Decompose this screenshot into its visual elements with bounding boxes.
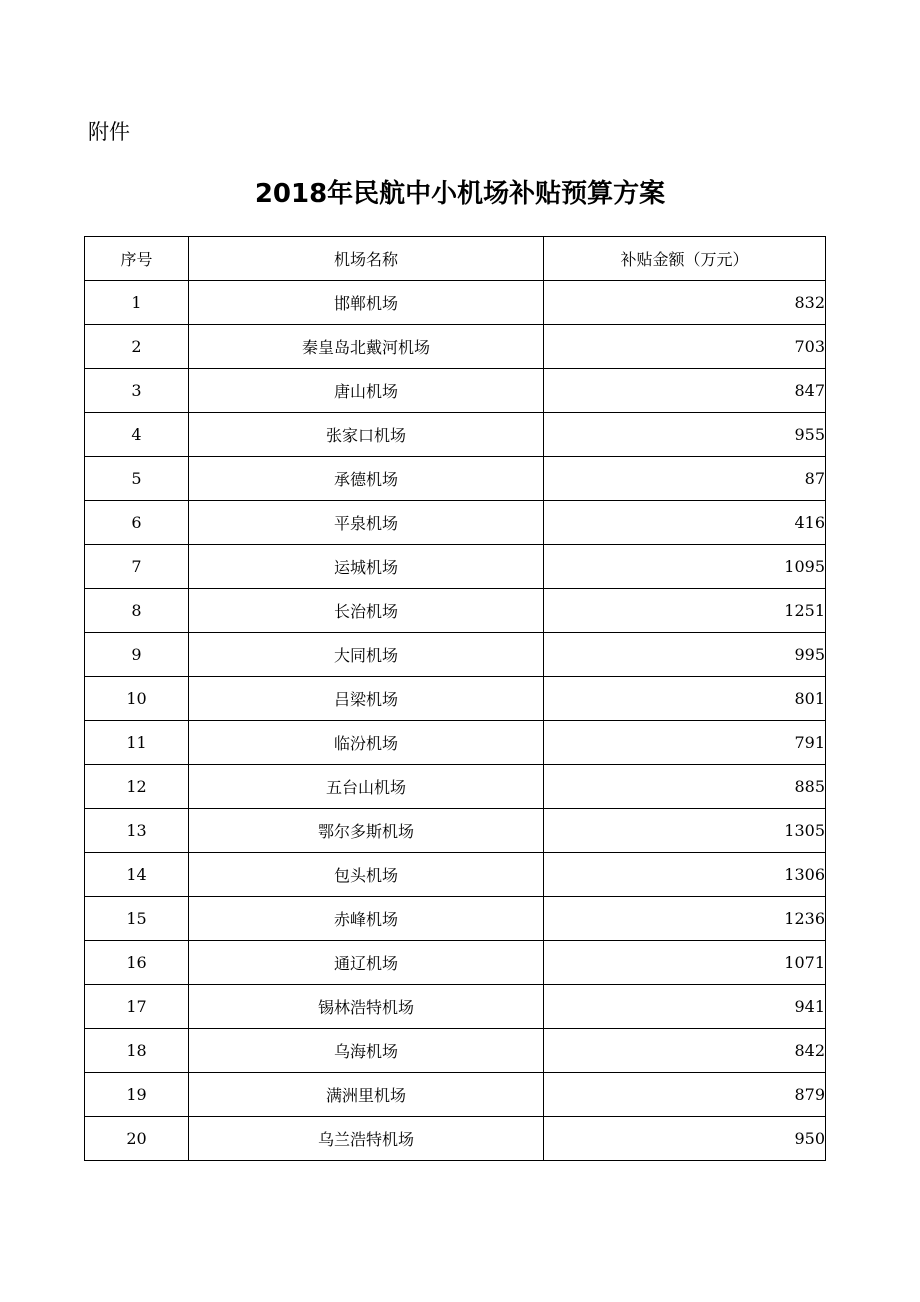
- row-index-cell: 6: [85, 501, 189, 545]
- airport-name-cell: 长治机场: [189, 589, 544, 633]
- subsidy-amount-cell: 1236: [544, 897, 826, 941]
- airport-name-cell: 通辽机场: [189, 941, 544, 985]
- airport-name-cell: 乌兰浩特机场: [189, 1117, 544, 1161]
- subsidy-amount-cell: 703: [544, 325, 826, 369]
- row-index-cell: 5: [85, 457, 189, 501]
- table-header-row: [85, 237, 826, 281]
- table-row: [85, 325, 826, 369]
- subsidy-amount-cell: 995: [544, 633, 826, 677]
- airport-name-cell: 秦皇岛北戴河机场: [189, 325, 544, 369]
- airport-name-cell: 包头机场: [189, 853, 544, 897]
- airport-name-cell: 乌海机场: [189, 1029, 544, 1073]
- table-row: [85, 809, 826, 853]
- airport-name-cell: 张家口机场: [189, 413, 544, 457]
- row-index-cell: 17: [85, 985, 189, 1029]
- airport-name-cell: 满洲里机场: [189, 1073, 544, 1117]
- table-row: [85, 765, 826, 809]
- row-index-cell: 3: [85, 369, 189, 413]
- attachment-label: 附件: [88, 120, 130, 144]
- table-row: [85, 985, 826, 1029]
- subsidy-amount-cell: 950: [544, 1117, 826, 1161]
- subsidy-amount-cell: 791: [544, 721, 826, 765]
- subsidy-amount-cell: 1251: [544, 589, 826, 633]
- table-body: [85, 281, 826, 1161]
- airport-name-cell: 邯郸机场: [189, 281, 544, 325]
- airport-name-cell: 临汾机场: [189, 721, 544, 765]
- table-row: [85, 1029, 826, 1073]
- subsidy-amount-cell: 1095: [544, 545, 826, 589]
- airport-name-cell: 锡林浩特机场: [189, 985, 544, 1029]
- row-index-cell: 11: [85, 721, 189, 765]
- airport-name-cell: 唐山机场: [189, 369, 544, 413]
- airport-name-cell: 承德机场: [189, 457, 544, 501]
- subsidy-amount-cell: 1071: [544, 941, 826, 985]
- row-index-cell: 4: [85, 413, 189, 457]
- table-header: [85, 237, 826, 281]
- subsidy-amount-cell: 842: [544, 1029, 826, 1073]
- table-row: [85, 413, 826, 457]
- row-index-cell: 20: [85, 1117, 189, 1161]
- page-title: 2018年民航中小机场补贴预算方案: [254, 179, 666, 209]
- subsidy-amount-cell: 832: [544, 281, 826, 325]
- table-row: [85, 281, 826, 325]
- row-index-cell: 16: [85, 941, 189, 985]
- row-index-cell: 18: [85, 1029, 189, 1073]
- row-index-cell: 10: [85, 677, 189, 721]
- airport-name-cell: 大同机场: [189, 633, 544, 677]
- row-index-cell: 12: [85, 765, 189, 809]
- airport-name-cell: 五台山机场: [189, 765, 544, 809]
- row-index-cell: 14: [85, 853, 189, 897]
- subsidy-amount-cell: 1306: [544, 853, 826, 897]
- subsidy-amount-cell: 941: [544, 985, 826, 1029]
- subsidy-amount-cell: 955: [544, 413, 826, 457]
- subsidy-amount-cell: 801: [544, 677, 826, 721]
- row-index-cell: 2: [85, 325, 189, 369]
- table-row: [85, 501, 826, 545]
- table-row: [85, 853, 826, 897]
- column-header-amount: 补贴金额（万元）: [544, 237, 826, 281]
- table-row: [85, 633, 826, 677]
- row-index-cell: 8: [85, 589, 189, 633]
- airport-name-cell: 赤峰机场: [189, 897, 544, 941]
- table-row: [85, 369, 826, 413]
- row-index-cell: 1: [85, 281, 189, 325]
- row-index-cell: 9: [85, 633, 189, 677]
- subsidy-table: [84, 236, 826, 1161]
- table-row: [85, 545, 826, 589]
- column-header-index: 序号: [85, 237, 189, 281]
- subsidy-amount-cell: 847: [544, 369, 826, 413]
- subsidy-amount-cell: 885: [544, 765, 826, 809]
- table-row: [85, 897, 826, 941]
- row-index-cell: 15: [85, 897, 189, 941]
- airport-name-cell: 平泉机场: [189, 501, 544, 545]
- table-row: [85, 457, 826, 501]
- row-index-cell: 19: [85, 1073, 189, 1117]
- row-index-cell: 7: [85, 545, 189, 589]
- row-index-cell: 13: [85, 809, 189, 853]
- airport-name-cell: 鄂尔多斯机场: [189, 809, 544, 853]
- subsidy-amount-cell: 879: [544, 1073, 826, 1117]
- table-row: [85, 1073, 826, 1117]
- subsidy-amount-cell: 87: [544, 457, 826, 501]
- table-row: [85, 677, 826, 721]
- table-row: [85, 589, 826, 633]
- subsidy-amount-cell: 1305: [544, 809, 826, 853]
- table-row: [85, 1117, 826, 1161]
- table-row: [85, 721, 826, 765]
- subsidy-amount-cell: 416: [544, 501, 826, 545]
- column-header-airport: 机场名称: [189, 237, 544, 281]
- airport-name-cell: 运城机场: [189, 545, 544, 589]
- airport-name-cell: 吕梁机场: [189, 677, 544, 721]
- table-row: [85, 941, 826, 985]
